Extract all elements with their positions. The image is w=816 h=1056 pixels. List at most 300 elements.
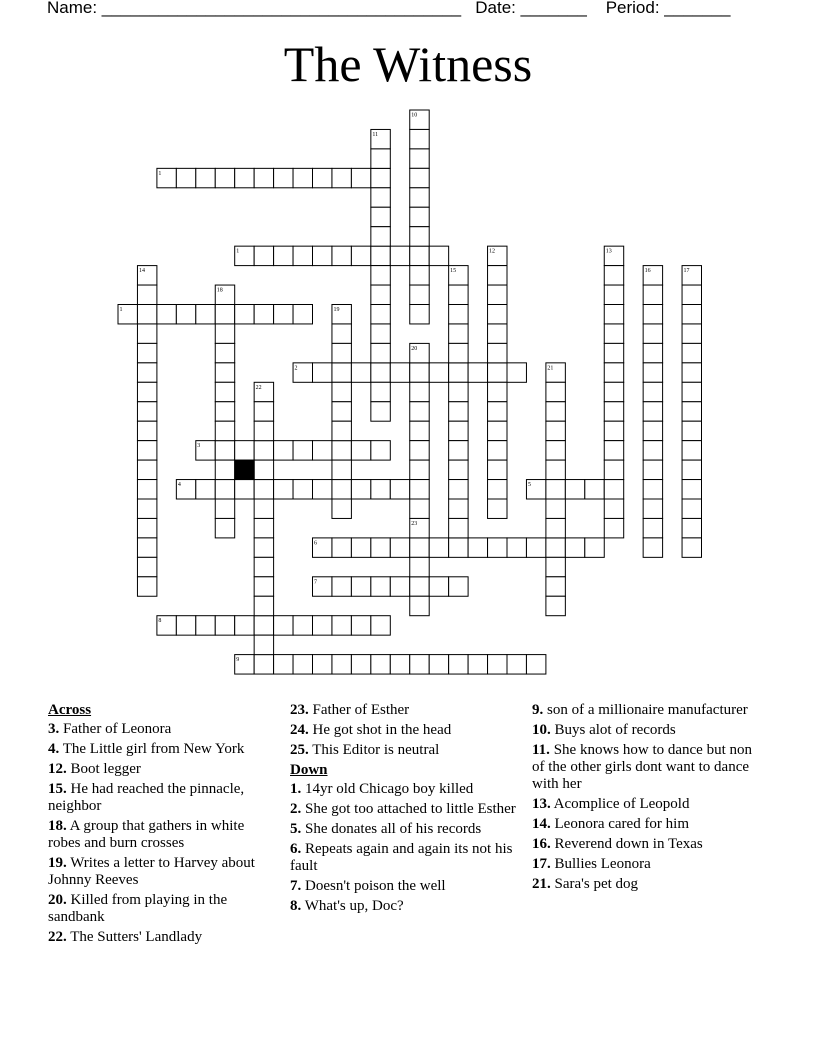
grid-cell[interactable] [235, 168, 254, 187]
grid-cell[interactable] [293, 168, 312, 187]
grid-cell[interactable] [254, 538, 273, 557]
grid-cell[interactable] [604, 285, 623, 304]
grid-cell[interactable] [410, 655, 429, 674]
grid-cell[interactable] [682, 402, 701, 421]
grid-cell[interactable] [410, 266, 429, 285]
grid-cell[interactable] [488, 655, 507, 674]
grid-cell[interactable] [313, 655, 332, 674]
grid-cell[interactable] [682, 480, 701, 499]
grid-cell[interactable] [351, 246, 370, 265]
grid-cell[interactable] [488, 266, 507, 285]
grid-cell[interactable] [507, 538, 526, 557]
grid-cell[interactable] [449, 285, 468, 304]
grid-cell[interactable] [410, 188, 429, 207]
grid-cell[interactable] [449, 655, 468, 674]
clue-number: 14 [138, 268, 145, 275]
grid-cell[interactable] [604, 480, 623, 499]
grid-cell[interactable] [410, 246, 429, 265]
grid-cell[interactable] [449, 402, 468, 421]
grid-cell[interactable] [332, 421, 351, 440]
clue-item: 23. Father of Esther [290, 702, 410, 718]
grid-cell[interactable] [254, 402, 273, 421]
grid-cell[interactable] [293, 246, 312, 265]
grid-cell[interactable] [604, 421, 623, 440]
grid-cell[interactable] [215, 518, 234, 537]
grid-cell[interactable] [176, 168, 195, 187]
grid-cell[interactable] [449, 421, 468, 440]
grid-cell[interactable] [643, 480, 662, 499]
grid-cell[interactable] [332, 499, 351, 518]
grid-cell[interactable] [468, 538, 487, 557]
grid-cell[interactable] [371, 246, 390, 265]
clue-number: 4 [177, 482, 181, 489]
grid-cell[interactable] [526, 655, 545, 674]
grid-cell[interactable] [449, 480, 468, 499]
grid-cell[interactable] [137, 499, 156, 518]
clue-item-number: 10. [532, 722, 551, 738]
grid-cell[interactable] [235, 441, 254, 460]
grid-cell[interactable] [468, 363, 487, 382]
grid-cell[interactable] [371, 168, 390, 187]
grid-cell[interactable] [546, 382, 565, 401]
clue-item: 18. A group that gathers in white robes and burn crosses [48, 818, 245, 851]
grid-cell[interactable] [351, 168, 370, 187]
grid-cell[interactable] [196, 480, 215, 499]
grid-cell[interactable] [371, 149, 390, 168]
grid-cell[interactable] [157, 305, 176, 324]
grid-cell[interactable] [429, 538, 448, 557]
clues-column-1 [48, 702, 274, 949]
grid-cell[interactable] [293, 305, 312, 324]
grid-cell[interactable] [254, 421, 273, 440]
clue-item: 10. Buys alot of records [532, 722, 676, 738]
grid-cell[interactable] [410, 596, 429, 615]
grid-cell[interactable] [176, 616, 195, 635]
grid-cell[interactable] [137, 480, 156, 499]
grid-cell[interactable] [176, 305, 195, 324]
clue-number: 13 [605, 248, 612, 255]
grid-cell[interactable] [604, 518, 623, 537]
grid-cell[interactable] [137, 363, 156, 382]
grid-cell[interactable] [682, 343, 701, 362]
grid-cell[interactable] [137, 343, 156, 362]
grid-cell[interactable] [565, 538, 584, 557]
grid-cell[interactable] [604, 499, 623, 518]
clue-number: 3 [197, 443, 201, 450]
grid-cell[interactable] [643, 285, 662, 304]
grid-cell[interactable] [274, 168, 293, 187]
grid-cell[interactable] [215, 343, 234, 362]
grid-cell[interactable] [643, 343, 662, 362]
grid-cell[interactable] [449, 441, 468, 460]
clue-item: 24. He got shot in the head [290, 722, 452, 738]
grid-cell[interactable] [371, 285, 390, 304]
grid-cell[interactable] [410, 480, 429, 499]
grid-cell[interactable] [254, 460, 273, 479]
grid-cell[interactable] [643, 499, 662, 518]
clue-item-number: 6. [290, 841, 302, 857]
clue-number: 22 [255, 384, 262, 391]
grid-cell[interactable] [604, 382, 623, 401]
grid-cell[interactable] [215, 305, 234, 324]
clue-item: 1. 14yr old Chicago boy killed [290, 781, 474, 797]
grid-cell[interactable] [332, 324, 351, 343]
grid-cell[interactable] [293, 480, 312, 499]
grid-cell[interactable] [254, 518, 273, 537]
clue-number: 2 [294, 365, 298, 372]
grid-cell[interactable] [410, 207, 429, 226]
grid-cell[interactable] [546, 557, 565, 576]
grid-cell[interactable] [137, 305, 156, 324]
grid-cell[interactable] [254, 577, 273, 596]
grid-cell[interactable] [585, 480, 604, 499]
grid-cell[interactable] [682, 441, 701, 460]
grid-cell[interactable] [682, 538, 701, 557]
grid-cell[interactable] [410, 460, 429, 479]
grid-cell[interactable] [604, 324, 623, 343]
grid-cell[interactable] [643, 441, 662, 460]
grid-cell[interactable] [274, 616, 293, 635]
clue-number: 6 [314, 540, 317, 547]
clue-item-number: 25. [290, 742, 309, 758]
grid-cell[interactable] [293, 655, 312, 674]
grid-cell[interactable] [235, 616, 254, 635]
grid-cell[interactable] [546, 460, 565, 479]
grid-cell[interactable] [137, 557, 156, 576]
name-field[interactable]: Name: ______________________________________ [47, 0, 462, 17]
grid-cell[interactable] [449, 363, 468, 382]
grid-cell[interactable] [429, 577, 448, 596]
grid-cell[interactable] [254, 499, 273, 518]
grid-cell[interactable] [215, 480, 234, 499]
grid-cell[interactable] [313, 441, 332, 460]
clue-number: 20 [411, 345, 418, 352]
grid-cell[interactable] [682, 305, 701, 324]
clue-item-number: 22. [48, 929, 67, 945]
clue-number: 10 [411, 112, 418, 119]
grid-cell[interactable] [254, 168, 273, 187]
grid-cell[interactable] [488, 382, 507, 401]
grid-cell[interactable] [429, 246, 448, 265]
grid-cell[interactable] [332, 246, 351, 265]
grid-cell[interactable] [351, 441, 370, 460]
grid-cell[interactable] [449, 382, 468, 401]
clue-number: 5 [527, 482, 531, 489]
grid-cell[interactable] [332, 480, 351, 499]
grid-cell[interactable] [585, 538, 604, 557]
grid-cell[interactable] [410, 305, 429, 324]
grid-cell[interactable] [546, 441, 565, 460]
grid-cell[interactable] [274, 246, 293, 265]
grid-cell[interactable] [410, 499, 429, 518]
grid-cell[interactable] [371, 616, 390, 635]
grid-cell[interactable] [371, 188, 390, 207]
grid-cell[interactable] [468, 655, 487, 674]
grid-cell[interactable] [137, 538, 156, 557]
grid-cell[interactable] [254, 480, 273, 499]
grid-cell[interactable] [371, 363, 390, 382]
grid-cell[interactable] [313, 168, 332, 187]
grid-cell[interactable] [429, 363, 448, 382]
grid-cell[interactable] [351, 480, 370, 499]
grid-cell[interactable] [254, 441, 273, 460]
grid-cell[interactable] [137, 285, 156, 304]
grid-cell[interactable] [254, 596, 273, 615]
grid-cell[interactable] [351, 577, 370, 596]
grid-cell[interactable] [215, 460, 234, 479]
grid-cell[interactable] [196, 616, 215, 635]
grid-cell[interactable] [488, 305, 507, 324]
grid-cell[interactable] [643, 421, 662, 440]
grid-cell[interactable] [215, 616, 234, 635]
clue-item: 25. This Editor is neutral [290, 742, 440, 758]
grid-cell[interactable] [410, 129, 429, 148]
grid-cell[interactable] [351, 538, 370, 557]
grid-cell[interactable] [546, 402, 565, 421]
grid-cell[interactable] [332, 616, 351, 635]
grid-cell[interactable] [371, 480, 390, 499]
grid-cell[interactable] [235, 305, 254, 324]
grid-cell[interactable] [449, 324, 468, 343]
grid-cell[interactable] [390, 538, 409, 557]
grid-cell[interactable] [371, 207, 390, 226]
grid-cell[interactable] [390, 363, 409, 382]
grid-cell[interactable] [137, 324, 156, 343]
grid-cell[interactable] [313, 246, 332, 265]
grid-cell[interactable] [643, 363, 662, 382]
grid-cell[interactable] [546, 518, 565, 537]
clue-item-number: 16. [532, 836, 551, 852]
grid-cell[interactable] [488, 499, 507, 518]
grid-cell[interactable] [643, 382, 662, 401]
grid-cell[interactable] [682, 518, 701, 537]
grid-cell[interactable] [546, 480, 565, 499]
grid-cell[interactable] [546, 596, 565, 615]
grid-cell[interactable] [604, 460, 623, 479]
grid-cell[interactable] [254, 635, 273, 654]
date-field[interactable]: Date: _______ [475, 0, 587, 17]
grid-cell[interactable] [332, 343, 351, 362]
clue-number: 8 [158, 618, 162, 625]
grid-cell[interactable] [293, 616, 312, 635]
clue-item-number: 11. [532, 742, 550, 758]
grid-cell[interactable] [410, 285, 429, 304]
grid-cell[interactable] [371, 577, 390, 596]
grid-cell[interactable] [371, 382, 390, 401]
grid-cell[interactable] [410, 382, 429, 401]
grid-cell[interactable] [137, 577, 156, 596]
grid-cell[interactable] [390, 577, 409, 596]
clue-number: 23 [411, 520, 418, 527]
clue-item-number: 20. [48, 892, 67, 908]
grid-cell[interactable] [254, 557, 273, 576]
clue-item-number: 5. [290, 821, 302, 837]
grid-cell[interactable] [371, 402, 390, 421]
grid-cell[interactable] [137, 402, 156, 421]
grid-cell[interactable] [488, 363, 507, 382]
grid-cell[interactable] [410, 538, 429, 557]
grid-cell[interactable] [410, 441, 429, 460]
grid-cell[interactable] [643, 305, 662, 324]
grid-cell[interactable] [215, 363, 234, 382]
grid-cell[interactable] [488, 421, 507, 440]
grid-cell[interactable] [293, 441, 312, 460]
grid-cell[interactable] [449, 305, 468, 324]
grid-cell[interactable] [449, 518, 468, 537]
grid-cell[interactable] [682, 382, 701, 401]
grid-cell[interactable] [429, 655, 448, 674]
grid-cell[interactable] [565, 480, 584, 499]
grid-cell[interactable] [546, 577, 565, 596]
grid-cell[interactable] [488, 460, 507, 479]
grid-cell[interactable] [682, 499, 701, 518]
grid-cell[interactable] [332, 577, 351, 596]
grid-cell[interactable] [313, 363, 332, 382]
grid-cell[interactable] [332, 363, 351, 382]
grid-cell[interactable] [196, 168, 215, 187]
grid-cell[interactable] [332, 538, 351, 557]
grid-cell[interactable] [274, 305, 293, 324]
grid-cell[interactable] [488, 324, 507, 343]
grid-cell[interactable] [371, 655, 390, 674]
grid-cell[interactable] [137, 382, 156, 401]
grid-cell[interactable] [215, 421, 234, 440]
grid-cell[interactable] [371, 324, 390, 343]
grid-cell[interactable] [410, 421, 429, 440]
grid-cell[interactable] [488, 441, 507, 460]
clue-item: 11. She knows how to dance but non of the other girls dont want to dance with her [532, 742, 752, 792]
clue-item-number: 19. [48, 855, 67, 871]
clue-number: 1 [119, 307, 123, 313]
grid-cell[interactable] [332, 168, 351, 187]
grid-cell[interactable] [449, 538, 468, 557]
grid-cell[interactable] [410, 363, 429, 382]
grid-cell[interactable] [643, 402, 662, 421]
grid-cell[interactable] [643, 538, 662, 557]
grid-cell[interactable] [371, 538, 390, 557]
grid-cell[interactable] [449, 499, 468, 518]
grid-cell[interactable] [604, 363, 623, 382]
grid-cell[interactable] [488, 538, 507, 557]
grid-cell[interactable] [332, 402, 351, 421]
grid-cell[interactable] [546, 421, 565, 440]
clue-item: 20. Killed from playing in the sandbank [48, 892, 228, 925]
grid-cell[interactable] [526, 538, 545, 557]
grid-cell[interactable] [488, 480, 507, 499]
grid-cell[interactable] [332, 460, 351, 479]
grid-cell[interactable] [449, 343, 468, 362]
grid-cell[interactable] [371, 266, 390, 285]
grid-cell[interactable] [274, 441, 293, 460]
clue-item-number: 14. [532, 816, 551, 832]
grid-cell[interactable] [137, 421, 156, 440]
grid-cell[interactable] [410, 557, 429, 576]
grid-cell[interactable] [235, 480, 254, 499]
grid-cell[interactable] [137, 441, 156, 460]
grid-cell[interactable] [332, 441, 351, 460]
grid-cell[interactable] [332, 655, 351, 674]
grid-cell[interactable] [254, 616, 273, 635]
grid-cell[interactable] [371, 441, 390, 460]
grid-cell[interactable] [643, 460, 662, 479]
grid-cell[interactable] [332, 382, 351, 401]
grid-cell[interactable] [351, 616, 370, 635]
grid-cell[interactable] [351, 655, 370, 674]
grid-cell[interactable] [274, 480, 293, 499]
grid-cell[interactable] [410, 227, 429, 246]
grid-cell[interactable] [215, 499, 234, 518]
clue-item: 22. The Sutters' Landlady [48, 929, 203, 945]
grid-cell[interactable] [410, 168, 429, 187]
grid-cell[interactable] [196, 305, 215, 324]
grid-cell[interactable] [449, 577, 468, 596]
grid-cell[interactable] [215, 324, 234, 343]
grid-cell[interactable] [215, 168, 234, 187]
grid-cell[interactable] [604, 441, 623, 460]
clue-item: 17. Bullies Leonora [532, 856, 651, 872]
grid-cell[interactable] [604, 266, 623, 285]
grid-cell[interactable] [488, 285, 507, 304]
clue-number: 11 [372, 131, 379, 138]
grid-cell[interactable] [604, 305, 623, 324]
grid-cell[interactable] [137, 460, 156, 479]
grid-cell[interactable] [643, 518, 662, 537]
period-field[interactable]: Period: _______ [605, 0, 731, 17]
grid-cell[interactable] [390, 655, 409, 674]
grid-cell[interactable] [682, 324, 701, 343]
grid-cell[interactable] [254, 305, 273, 324]
grid-cell[interactable] [488, 343, 507, 362]
grid-cell[interactable] [546, 499, 565, 518]
grid-cell[interactable] [313, 480, 332, 499]
grid-cell[interactable] [410, 402, 429, 421]
grid-cell[interactable] [682, 421, 701, 440]
grid-cell[interactable] [254, 246, 273, 265]
grid-cell[interactable] [604, 402, 623, 421]
grid-cell[interactable] [313, 616, 332, 635]
clue-item-number: 17. [532, 856, 551, 872]
grid-cell[interactable] [507, 655, 526, 674]
grid-cell[interactable] [488, 402, 507, 421]
grid-cell[interactable] [643, 324, 662, 343]
grid-cell[interactable] [371, 305, 390, 324]
grid-cell[interactable] [507, 363, 526, 382]
grid-cell[interactable] [351, 363, 370, 382]
grid-cell[interactable] [410, 149, 429, 168]
grid-cell[interactable] [390, 246, 409, 265]
grid-cell[interactable] [215, 382, 234, 401]
clues-column-2 [290, 702, 516, 918]
grid-cell[interactable] [390, 480, 409, 499]
grid-cell[interactable] [371, 343, 390, 362]
grid-cell[interactable] [410, 577, 429, 596]
grid-cell[interactable] [682, 460, 701, 479]
clue-number: 16 [644, 268, 651, 275]
grid-cell[interactable] [682, 363, 701, 382]
grid-cell[interactable] [215, 441, 234, 460]
grid-cell[interactable] [137, 518, 156, 537]
grid-cell[interactable] [215, 402, 234, 421]
grid-cell[interactable] [604, 343, 623, 362]
grid-cell[interactable] [371, 227, 390, 246]
grid-cell[interactable] [274, 655, 293, 674]
grid-cell[interactable] [449, 460, 468, 479]
grid-cell[interactable] [254, 655, 273, 674]
clue-number: 17 [683, 268, 690, 275]
clue-item: 6. Repeats again and again its not his fault [290, 841, 513, 874]
grid-cell[interactable] [546, 538, 565, 557]
grid-cell[interactable] [682, 285, 701, 304]
